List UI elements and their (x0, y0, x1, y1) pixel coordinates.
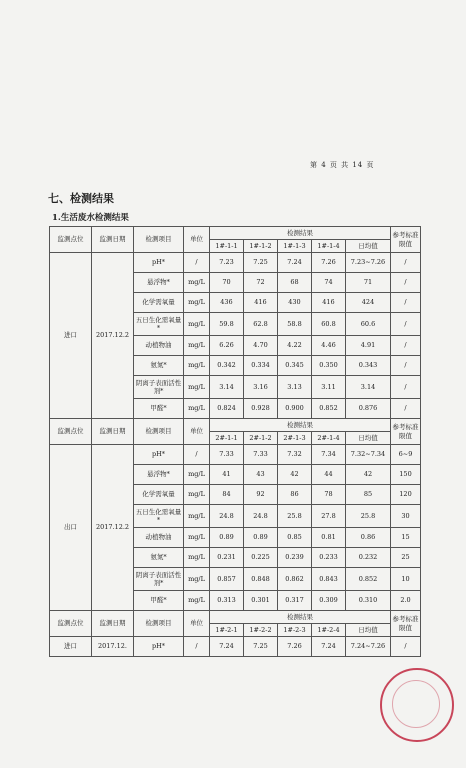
header-results: 检测结果 (210, 611, 391, 624)
item-name: 五日生化需氧量* (134, 313, 184, 336)
unit: mg/L (184, 568, 210, 591)
sample-value: 86 (278, 485, 312, 505)
standard-limit: / (391, 273, 421, 293)
header-sample: 1#-1-1 (210, 240, 244, 253)
daily-average: 7.23~7.26 (346, 253, 391, 273)
unit: mg/L (184, 591, 210, 611)
unit: mg/L (184, 376, 210, 399)
header-daily-avg: 日均值 (346, 240, 391, 253)
sample-value: 0.313 (210, 591, 244, 611)
item-name: 阴离子表面活性剂* (134, 376, 184, 399)
daily-average: 0.852 (346, 568, 391, 591)
standard-limit: 2.0 (391, 591, 421, 611)
header-date: 监测日期 (92, 419, 134, 445)
header-sample: 1#-1-2 (244, 240, 278, 253)
sample-value: 44 (312, 465, 346, 485)
daily-average: 71 (346, 273, 391, 293)
unit: / (184, 637, 210, 657)
item-name: 悬浮物* (134, 273, 184, 293)
table-row (50, 253, 421, 273)
sample-value: 3.16 (244, 376, 278, 399)
monitoring-date: 2017.12. (92, 637, 134, 657)
sample-value: 0.824 (210, 399, 244, 419)
standard-limit: / (391, 336, 421, 356)
sample-value: 92 (244, 485, 278, 505)
sample-value: 7.33 (244, 445, 278, 465)
daily-average: 3.14 (346, 376, 391, 399)
sample-value: 0.852 (312, 399, 346, 419)
header-point: 监测点位 (50, 227, 92, 253)
header-unit: 单位 (184, 227, 210, 253)
daily-average: 424 (346, 293, 391, 313)
sample-value: 0.89 (210, 528, 244, 548)
daily-average: 0.343 (346, 356, 391, 376)
header-sample: 1#-1-3 (278, 240, 312, 253)
sample-value: 3.11 (312, 376, 346, 399)
header-sample: 2#-1-2 (244, 432, 278, 445)
sample-value: 416 (244, 293, 278, 313)
header-daily-avg: 日均值 (346, 624, 391, 637)
sample-value: 0.900 (278, 399, 312, 419)
header-item: 检测项目 (134, 419, 184, 445)
monitoring-point: 进口 (50, 637, 92, 657)
sample-value: 6.26 (210, 336, 244, 356)
sample-value: 7.34 (312, 445, 346, 465)
sample-value: 7.23 (210, 253, 244, 273)
sample-value: 0.301 (244, 591, 278, 611)
sample-value: 0.848 (244, 568, 278, 591)
daily-average: 0.876 (346, 399, 391, 419)
sample-value: 4.70 (244, 336, 278, 356)
sample-value: 41 (210, 465, 244, 485)
item-name: 动植物油 (134, 528, 184, 548)
sample-value: 24.8 (210, 505, 244, 528)
standard-limit: 6~9 (391, 445, 421, 465)
header-sample: 1#-1-4 (312, 240, 346, 253)
sample-value: 62.8 (244, 313, 278, 336)
sample-value: 7.24 (278, 253, 312, 273)
sample-value: 7.25 (244, 253, 278, 273)
daily-average: 4.91 (346, 336, 391, 356)
header-limit: 参考标准限值 (391, 227, 421, 253)
monitoring-date: 2017.12.2 (92, 253, 134, 419)
item-name: 氨氮* (134, 356, 184, 376)
sample-value: 0.350 (312, 356, 346, 376)
sample-value: 0.857 (210, 568, 244, 591)
daily-average: 25.8 (346, 505, 391, 528)
header-sample: 1#-2-2 (244, 624, 278, 637)
unit: mg/L (184, 528, 210, 548)
sample-value: 70 (210, 273, 244, 293)
sample-value: 7.26 (312, 253, 346, 273)
unit: mg/L (184, 336, 210, 356)
header-daily-avg: 日均值 (346, 432, 391, 445)
sample-value: 436 (210, 293, 244, 313)
unit: mg/L (184, 465, 210, 485)
item-name: 氨氮* (134, 548, 184, 568)
item-name: 动植物油 (134, 336, 184, 356)
standard-limit: / (391, 637, 421, 657)
daily-average: 60.6 (346, 313, 391, 336)
daily-average: 0.310 (346, 591, 391, 611)
daily-average: 42 (346, 465, 391, 485)
unit: mg/L (184, 313, 210, 336)
daily-average: 7.24~7.26 (346, 637, 391, 657)
unit: mg/L (184, 505, 210, 528)
header-date: 监测日期 (92, 611, 134, 637)
sample-value: 60.8 (312, 313, 346, 336)
daily-average: 0.86 (346, 528, 391, 548)
official-seal (380, 668, 454, 742)
header-sample: 1#-2-3 (278, 624, 312, 637)
page-number: 第 4 页 共 14 页 (310, 161, 375, 169)
standard-limit: / (391, 313, 421, 336)
header-limit: 参考标准限值 (391, 419, 421, 445)
sample-value: 0.233 (312, 548, 346, 568)
header-sample: 2#-1-4 (312, 432, 346, 445)
header-results: 检测结果 (210, 419, 391, 432)
unit: mg/L (184, 548, 210, 568)
header-sample: 1#-2-4 (312, 624, 346, 637)
sample-value: 0.843 (312, 568, 346, 591)
header-sample: 2#-1-3 (278, 432, 312, 445)
sample-value: 42 (278, 465, 312, 485)
sample-value: 74 (312, 273, 346, 293)
header-point: 监测点位 (50, 611, 92, 637)
standard-limit: 15 (391, 528, 421, 548)
subsection-title: 1.生活废水检测结果 (52, 213, 129, 223)
item-name: 化学需氧量 (134, 485, 184, 505)
standard-limit: 120 (391, 485, 421, 505)
sample-value: 416 (312, 293, 346, 313)
unit: mg/L (184, 293, 210, 313)
standard-limit: 25 (391, 548, 421, 568)
sample-value: 84 (210, 485, 244, 505)
header-item: 检测项目 (134, 227, 184, 253)
sample-value: 0.85 (278, 528, 312, 548)
header-item: 检测项目 (134, 611, 184, 637)
header-limit: 参考标准限值 (391, 611, 421, 637)
unit: / (184, 253, 210, 273)
header-date: 监测日期 (92, 227, 134, 253)
sample-value: 7.26 (278, 637, 312, 657)
standard-limit: / (391, 293, 421, 313)
header-results: 检测结果 (210, 227, 391, 240)
sample-value: 0.862 (278, 568, 312, 591)
sample-value: 24.8 (244, 505, 278, 528)
table-row (50, 445, 421, 465)
standard-limit: / (391, 356, 421, 376)
sample-value: 3.13 (278, 376, 312, 399)
unit: mg/L (184, 356, 210, 376)
daily-average: 85 (346, 485, 391, 505)
standard-limit: / (391, 376, 421, 399)
monitoring-point: 进口 (50, 253, 92, 419)
unit: mg/L (184, 485, 210, 505)
sample-value: 0.309 (312, 591, 346, 611)
sample-value: 59.8 (210, 313, 244, 336)
sample-value: 0.342 (210, 356, 244, 376)
sample-value: 68 (278, 273, 312, 293)
sample-value: 7.33 (210, 445, 244, 465)
item-name: 阴离子表面活性剂* (134, 568, 184, 591)
section-title: 七、检测结果 (48, 192, 114, 205)
monitoring-date: 2017.12.2 (92, 445, 134, 611)
item-name: 化学需氧量 (134, 293, 184, 313)
header-sample: 2#-1-1 (210, 432, 244, 445)
item-name: 甲醛* (134, 591, 184, 611)
sample-value: 0.317 (278, 591, 312, 611)
item-name: pH* (134, 637, 184, 657)
header-sample: 1#-2-1 (210, 624, 244, 637)
sample-value: 0.231 (210, 548, 244, 568)
sample-value: 27.8 (312, 505, 346, 528)
sample-value: 0.81 (312, 528, 346, 548)
unit: mg/L (184, 273, 210, 293)
daily-average: 0.232 (346, 548, 391, 568)
sample-value: 7.25 (244, 637, 278, 657)
sample-value: 72 (244, 273, 278, 293)
sample-value: 7.24 (210, 637, 244, 657)
standard-limit: 10 (391, 568, 421, 591)
unit: / (184, 445, 210, 465)
header-unit: 单位 (184, 419, 210, 445)
header-unit: 单位 (184, 611, 210, 637)
monitoring-point: 出口 (50, 445, 92, 611)
sample-value: 4.22 (278, 336, 312, 356)
item-name: 五日生化需氧量* (134, 505, 184, 528)
sample-value: 43 (244, 465, 278, 485)
sample-value: 3.14 (210, 376, 244, 399)
sample-value: 7.24 (312, 637, 346, 657)
sample-value: 430 (278, 293, 312, 313)
table-row (50, 637, 421, 657)
standard-limit: / (391, 399, 421, 419)
sample-value: 0.225 (244, 548, 278, 568)
sample-value: 58.8 (278, 313, 312, 336)
sample-value: 7.32 (278, 445, 312, 465)
standard-limit: 30 (391, 505, 421, 528)
sample-value: 0.345 (278, 356, 312, 376)
daily-average: 7.32~7.34 (346, 445, 391, 465)
item-name: pH* (134, 445, 184, 465)
sample-value: 25.8 (278, 505, 312, 528)
standard-limit: / (391, 253, 421, 273)
results-table (49, 226, 421, 657)
item-name: pH* (134, 253, 184, 273)
sample-value: 0.239 (278, 548, 312, 568)
sample-value: 4.46 (312, 336, 346, 356)
sample-value: 78 (312, 485, 346, 505)
unit: mg/L (184, 399, 210, 419)
sample-value: 0.89 (244, 528, 278, 548)
standard-limit: 150 (391, 465, 421, 485)
sample-value: 0.334 (244, 356, 278, 376)
header-point: 监测点位 (50, 419, 92, 445)
sample-value: 0.928 (244, 399, 278, 419)
item-name: 甲醛* (134, 399, 184, 419)
item-name: 悬浮物* (134, 465, 184, 485)
